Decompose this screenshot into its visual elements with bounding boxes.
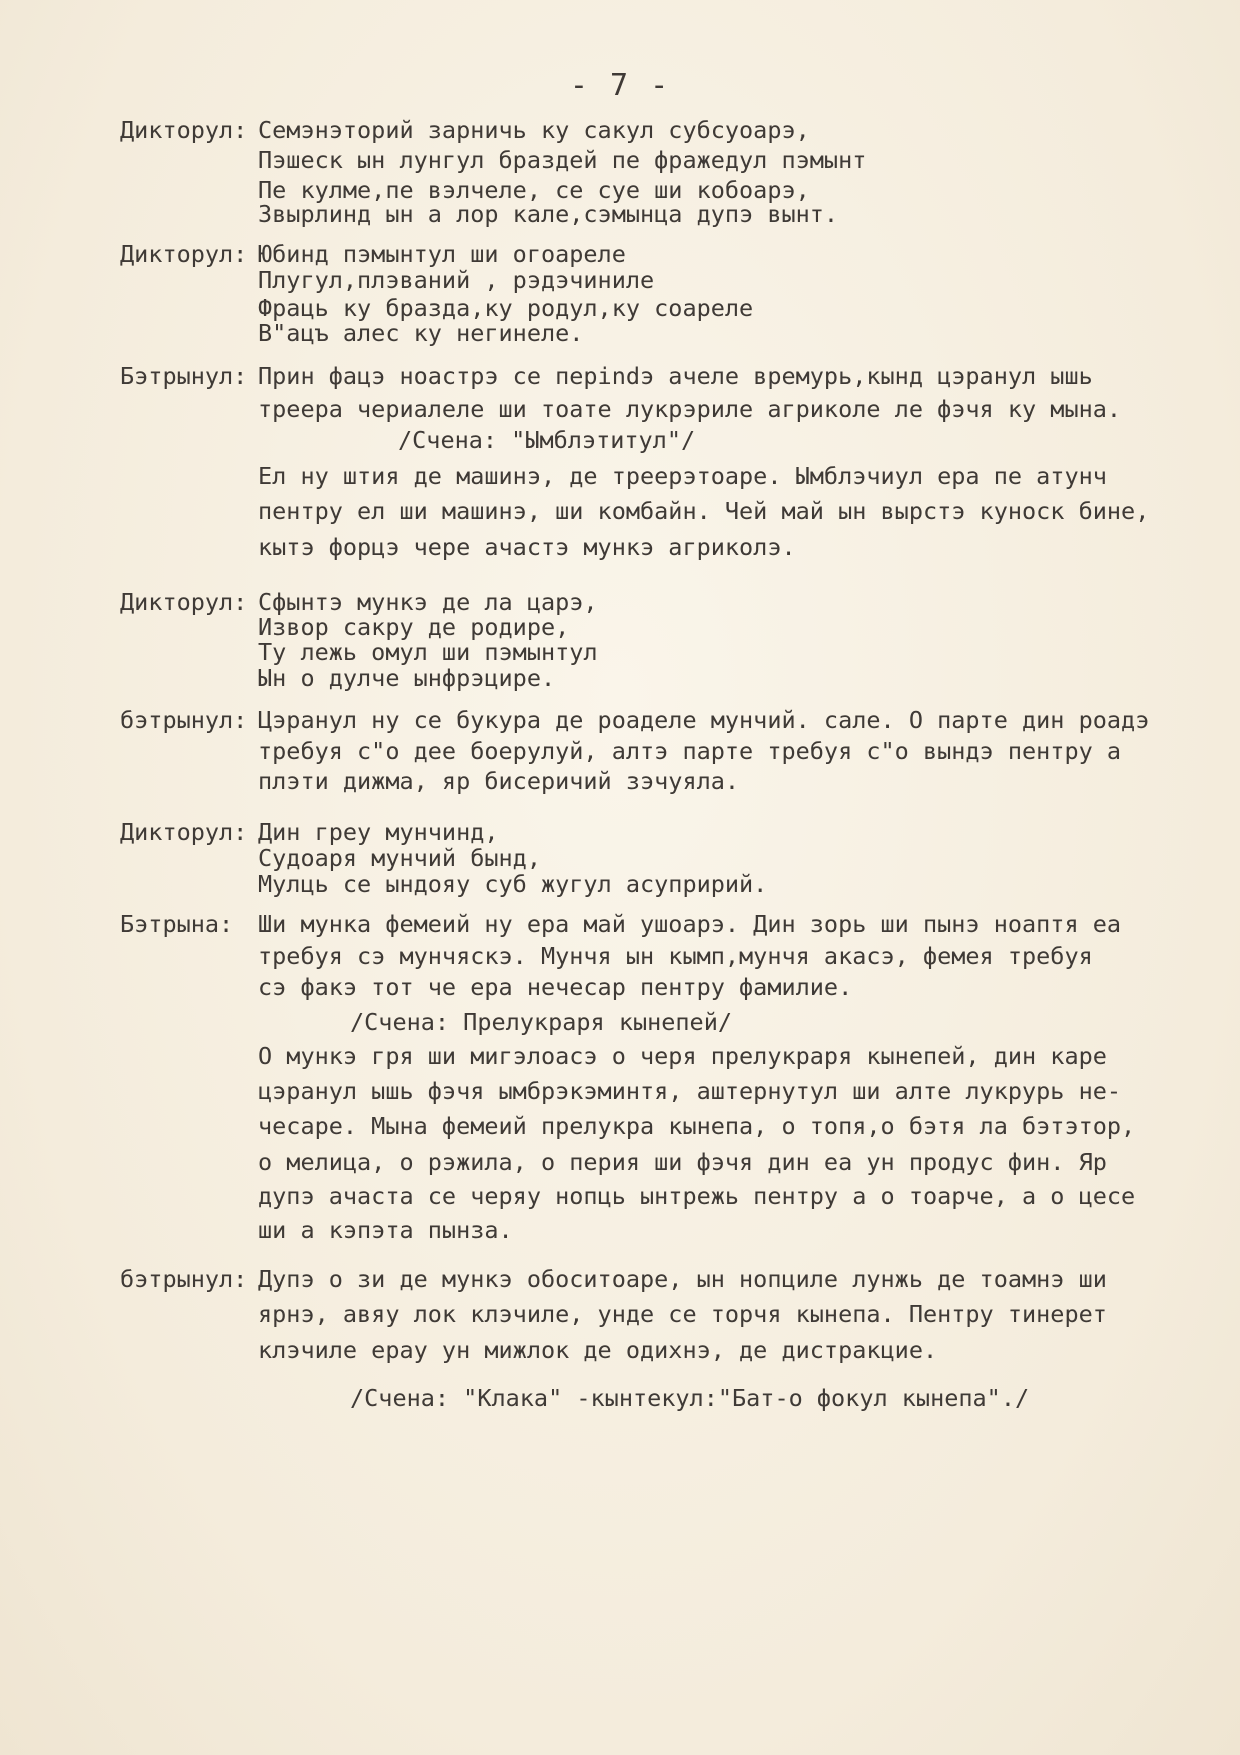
prose-line: ярнэ, авяу лок клэчиле, унде се торчя кынепа. Пентру тинерет — [258, 1300, 1107, 1328]
prose-line: дупэ ачаста се черяу нопць ынтрежь пентру а о тоарче, а о цесе — [258, 1182, 1136, 1210]
verse-line: Фраць ку бразда,ку родул,ку соареле — [258, 294, 754, 322]
prose-line: о мелица, о рэжила, о перия ши фэчя дин еа ун продус фин. Яр — [258, 1148, 1107, 1176]
verse-line: Юбинд пэмынтул ши огоареле — [258, 240, 626, 268]
stage-direction: /Счена: "Клака" -кынтекул:"Бат-о фокул кынепа"./ — [350, 1384, 1030, 1412]
prose-line: Дупэ о зи де мункэ обоситоаре, ын нопциле лунжь де тоамнэ ши — [258, 1265, 1107, 1293]
verse-line: Плугул,плэваний , рэдэчиниле — [258, 266, 655, 294]
speaker-label: Бэтрынул: — [120, 362, 248, 390]
speaker-label: Дикторул: — [120, 240, 248, 268]
verse-line: Пе кулме,пе вэлчеле, се суе ши кобоарэ, — [258, 176, 810, 204]
prose-line: треера чериалеле ши тоате лукрэриле агриколе ле фэчя ку мына. — [258, 395, 1122, 423]
verse-line: Ту лежь омул ши пэмынтул — [258, 638, 598, 666]
verse-line: Судоаря мунчий бынд, — [258, 844, 541, 872]
prose-line: плэти дижма, яр бисеричий зэчуяла. — [258, 767, 740, 795]
prose-line: Ши мунка фемеий ну ера май ушоарэ. Дин зорь ши пынэ ноаптя еа — [258, 910, 1122, 938]
prose-line: клэчиле ерау ун мижлок де одихнэ, де дистракцие. — [258, 1336, 938, 1364]
verse-line: Дин греу мунчинд, — [258, 818, 499, 846]
speaker-label: бэтрынул: — [120, 706, 248, 734]
stage-direction: /Счена: Прелукраря кынепей/ — [350, 1008, 733, 1036]
verse-line: Сфынтэ мункэ де ла царэ, — [258, 588, 598, 616]
prose-line: цэранул ышь фэчя ымбрэкэминтя, аштернутул ши алте лукрурь не- — [258, 1077, 1122, 1105]
prose-line: Ел ну штия де машинэ, де треерэтоаре. Ымблэчиул ера пе атунч — [258, 462, 1107, 490]
verse-line: Семэнэторий зарничь ку сакул субсуоарэ, — [258, 116, 810, 144]
prose-line: кытэ форцэ чере ачастэ мункэ агриколэ. — [258, 533, 796, 561]
verse-line: В"ацъ алес ку негинеле. — [258, 319, 584, 347]
prose-line: чесаре. Мына фемеий прелукра кынепа, о топя,о бэтя ла бэтэтор, — [258, 1112, 1136, 1140]
speaker-label: бэтрынул: — [120, 1265, 248, 1293]
prose-line: сэ факэ тот че ера нечесар пентру фамилие. — [258, 973, 853, 1001]
prose-line: Прин фацэ ноастрэ се перindэ ачеле времурь,кынд цэранул ышь — [258, 362, 1093, 390]
verse-line: Извор сакру де родире, — [258, 613, 570, 641]
speaker-label: Дикторул: — [120, 588, 248, 616]
prose-line: О мункэ гря ши мигэлоасэ о черя прелукраря кынепей, дин каре — [258, 1042, 1107, 1070]
verse-line: Звырлинд ын а лор кале,сэмынца дупэ вынт. — [258, 200, 839, 228]
prose-line: пентру ел ши машинэ, ши комбайн. Чей май ын вырстэ куноск бине, — [258, 497, 1150, 525]
speaker-label: Бэтрына: — [120, 910, 234, 938]
prose-line: требуя сэ мунчяскэ. Мунчя ын кымп,мунчя акасэ, фемея требуя — [258, 942, 1093, 970]
prose-line: ши а кэпэта пынза. — [258, 1216, 513, 1244]
verse-line: Мулць се ындояу суб жугул асупририй. — [258, 870, 768, 898]
verse-line: Ын о дулче ынфрэцире. — [258, 664, 556, 692]
speaker-label: Дикторул: — [120, 818, 248, 846]
prose-line: требуя с"о дее боерулуй, алтэ парте требуя с"о вындэ пентру а — [258, 737, 1122, 765]
page-number: - 7 - — [569, 68, 671, 103]
speaker-label: Дикторул: — [120, 116, 248, 144]
verse-line: Пэшеск ын лунгул браздей пе фражедул пэмынт — [258, 146, 867, 174]
stage-direction: /Счена: "Ымблэтитул"/ — [398, 426, 696, 454]
prose-line: Цэранул ну се букура де роаделе мунчий. сале. О парте дин роадэ — [258, 706, 1150, 734]
